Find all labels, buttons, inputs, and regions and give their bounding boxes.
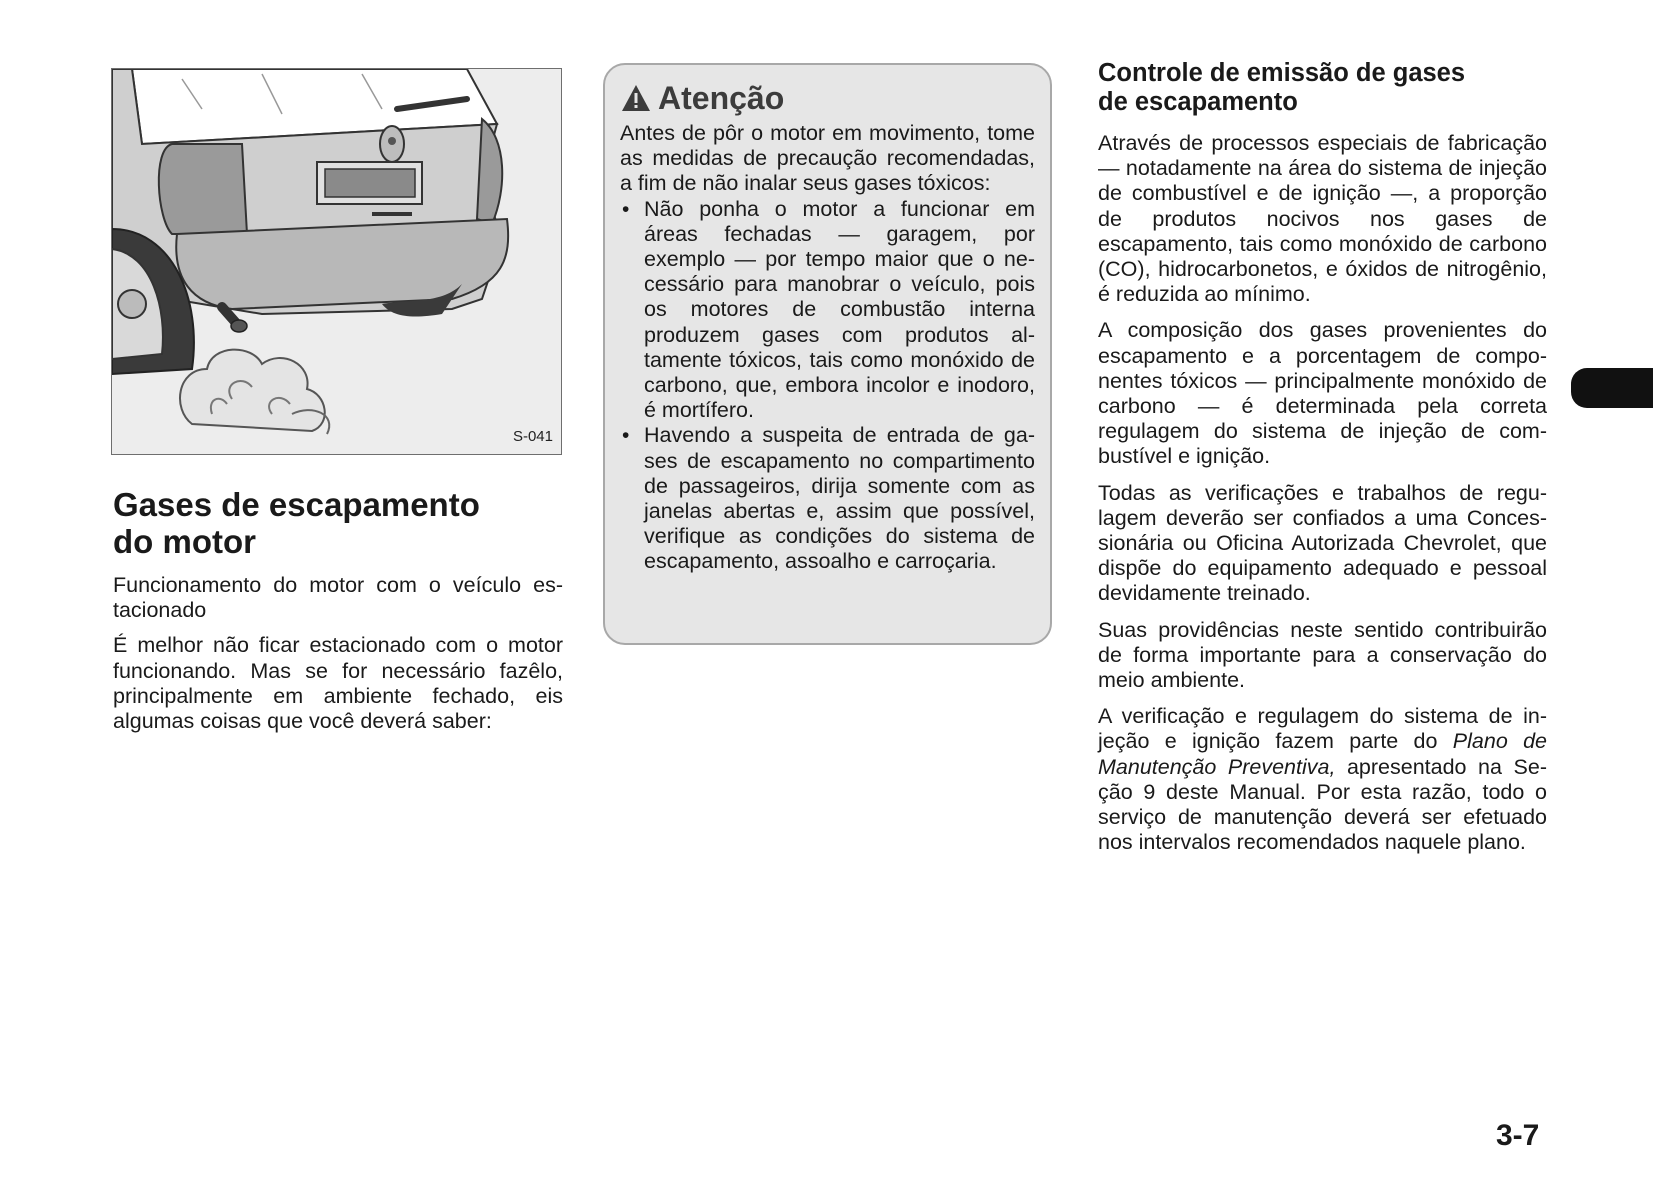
section-title: Controle de emissão de gases de escapamento xyxy=(1098,59,1466,116)
warning-title: Atenção xyxy=(658,79,785,116)
page-number: 3-7 xyxy=(1496,1119,1540,1152)
figure-code: S-041 xyxy=(512,428,553,445)
paragraph: É melhor não ficar estacionado com o motor funcionando. Mas se for necessário fazêlo, principalmente em ambiente fechado, eis algumas coisas que você deverá saber: xyxy=(113,633,563,734)
warning-box xyxy=(603,63,1052,645)
paragraph: Através de processos especiais de fabricação — notadamente na área do sistema de injeção de combustível e de ignição —, a proporção de produtos nocivos nos gases de escapamento, tais como monóxido de carbono (CO), hidrocarbonetos, e óxidos de nitrogênio, é reduzida ao mínimo. xyxy=(1098,131,1547,307)
exhaust-illustration xyxy=(111,68,562,455)
paragraph-text: A verificação e regulagem do sistema de injeção e ignição fazem parte do xyxy=(1098,704,1547,754)
warning-list xyxy=(620,197,1035,575)
paragraph: Todas as verificações e trabalhos de regulagem deverão ser confiados a uma Concessionária ou Oficina Autorizada Chevrolet, que dispõe do equipamento adequado e pessoal devidamente treinado. xyxy=(1098,480,1547,606)
paragraph: A composição dos gases provenientes do escapamento e a porcentagem de componentes tóxicos — principalmente monóxido de carbono — é determinada pela correta regulagem do sistema de injeção de combustível e ignição. xyxy=(1098,318,1547,469)
warning-item: • Havendo a suspeita de entrada de gases de escapamento no compartimento de passageiros, dirija somente com as janelas abertas e, assim que possível, verifique as condições do sistema de escapamento, assoalho e carroçaria. xyxy=(620,423,1035,574)
plan-reference: Plano de Manutenção Preventiva, xyxy=(1098,729,1547,779)
paragraph-text: apresentado na Seção 9 deste Manual. Por esta razão, todo o serviço de manutenção deverá ser efetuado nos intervalos recomendados naquele plano. xyxy=(1098,754,1547,855)
warning-intro: Antes de pôr o motor em movimento, tome as medidas de precaução recomendadas, a fim de não inalar seus gases tóxicos: xyxy=(620,121,1035,196)
warning-triangle-icon xyxy=(620,83,652,113)
paragraph: Suas providências neste sentido contribuirão de forma importante para a conservação do meio ambiente. xyxy=(1098,617,1547,693)
section-title: Gases de escapamento do motor xyxy=(113,486,480,560)
left-body xyxy=(113,573,563,744)
right-body xyxy=(1098,131,1547,866)
warning-item: • Não ponha o motor a funcionar em áreas fechadas — garagem, por exemplo — por tempo maior que o necessário para manobrar o veículo, pois os motores de combustão interna produzem gases com produtos altamente tóxicos, tais como monóxido de carbono, que, embora incolor e inodoro, é mortífero. xyxy=(620,197,1035,424)
paragraph: Funcionamento do motor com o veículo estacionado xyxy=(113,573,563,623)
section-tab-marker xyxy=(1571,368,1653,408)
warning-header xyxy=(620,79,1035,117)
paragraph xyxy=(1098,704,1547,855)
car-exhaust-drawing xyxy=(112,69,561,454)
